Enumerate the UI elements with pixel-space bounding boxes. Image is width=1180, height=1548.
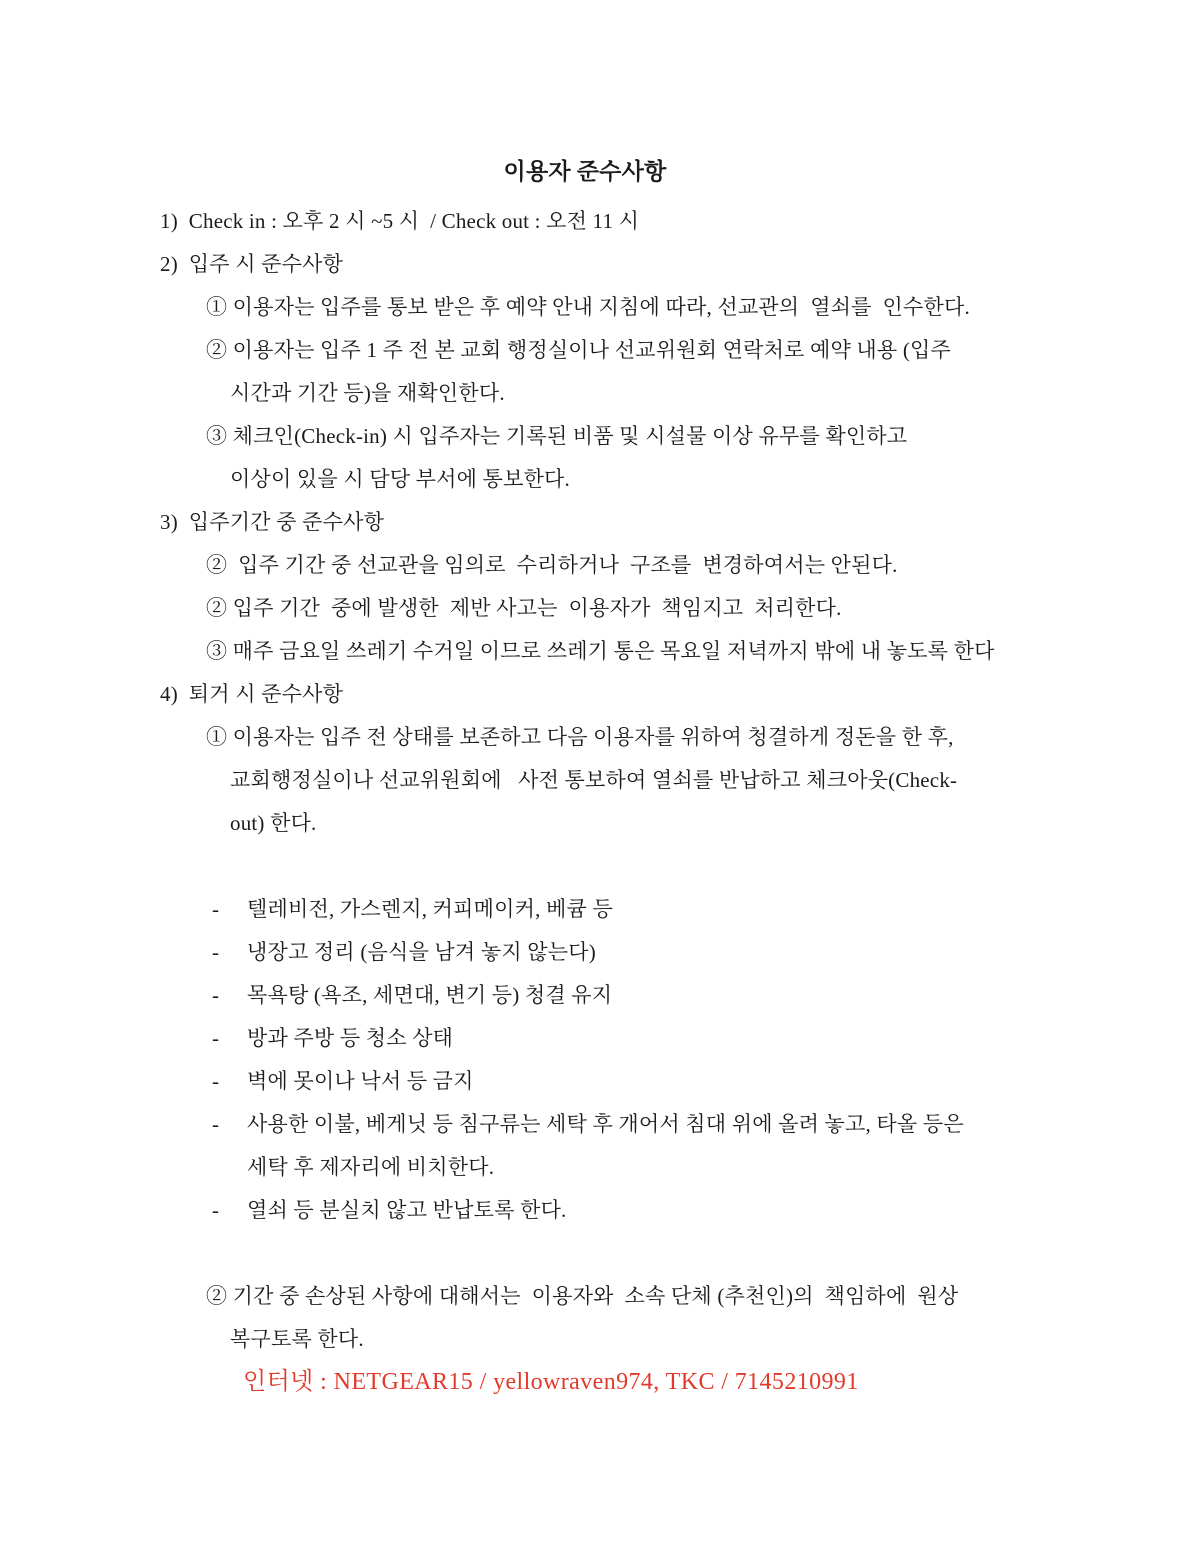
dash-bullet: - — [212, 897, 220, 921]
document-line: ② 기간 중 손상된 사항에 대해서는 이용자와 소속 단체 (추천인)의 책임하에 원상 — [206, 1284, 959, 1308]
dash-bullet: - — [212, 1198, 220, 1222]
document-line: 4) 퇴거 시 준수사항 — [160, 682, 344, 706]
dash-text: 텔레비전, 가스렌지, 커피메이커, 베큠 등 — [247, 897, 613, 921]
document-line: ③ 체크인(Check-in) 시 입주자는 기록된 비품 및 시설물 이상 유무를 확인하고 — [206, 424, 908, 448]
document-line: 2) 입주 시 준수사항 — [160, 252, 344, 276]
dash-bullet: - — [212, 1069, 220, 1093]
document-line: 3) 입주기간 중 준수사항 — [160, 510, 385, 534]
document-line — [212, 1189, 1180, 1232]
document-line: 복구토록 한다. — [230, 1327, 364, 1351]
document-line: 세탁 후 제자리에 비치한다. — [247, 1155, 495, 1179]
dash-bullet: - — [212, 983, 220, 1007]
document-line — [212, 931, 1180, 974]
document-line: 교회행정실이나 선교위원회에 사전 통보하여 열쇠를 반납하고 체크아웃(Check- — [230, 768, 958, 792]
document-line: 1) Check in : 오후 2 시 ~5 시 / Check out : 오전 11 시 — [160, 209, 640, 233]
document-line — [212, 974, 1180, 1017]
dash-bullet: - — [212, 940, 220, 964]
blank-line — [0, 1232, 1180, 1275]
document-line: out) 한다. — [230, 811, 317, 835]
document-line: ① 이용자는 입주 전 상태를 보존하고 다음 이용자를 위하여 청결하게 정돈을 한 후, — [206, 725, 954, 749]
document-line: 이상이 있을 시 담당 부서에 통보한다. — [230, 467, 570, 491]
document-line: ③ 매주 금요일 쓰레기 수거일 이므로 쓰레기 통은 목요일 저녁까지 밖에 내 놓도록 한다 — [206, 639, 995, 663]
dash-bullet: - — [212, 1026, 220, 1050]
blank-line — [0, 845, 1180, 888]
dash-text: 냉장고 정리 (음식을 남겨 놓지 않는다) — [247, 940, 596, 964]
dash-text: 방과 주방 등 청소 상태 — [247, 1026, 454, 1050]
document-line: ② 입주 기간 중 선교관을 임의로 수리하거나 구조를 변경하여서는 안된다. — [206, 553, 898, 577]
document-line: ② 입주 기간 중에 발생한 제반 사고는 이용자가 책임지고 처리한다. — [206, 596, 842, 620]
dash-text: 열쇠 등 분실치 않고 반납토록 한다. — [247, 1198, 567, 1222]
document-line: 시간과 기간 등)을 재확인한다. — [230, 381, 505, 405]
dash-text: 사용한 이불, 베게닛 등 침구류는 세탁 후 개어서 침대 위에 올려 놓고, 타올 등은 — [247, 1112, 964, 1136]
internet-credentials-line: 인터넷 : NETGEAR15 / yellowraven974, TKC / 7145210991 — [243, 1369, 859, 1395]
document-line — [212, 1060, 1180, 1103]
document-line — [212, 1103, 1180, 1146]
document-title: 이용자 준수사항 — [503, 159, 667, 184]
document-line: ② 이용자는 입주 1 주 전 본 교회 행정실이나 선교위원회 연락처로 예약 내용 (입주 — [206, 338, 952, 362]
dash-bullet: - — [212, 1112, 220, 1136]
dash-text: 벽에 못이나 낙서 등 금지 — [247, 1069, 474, 1093]
document-line — [212, 1017, 1180, 1060]
document-line — [212, 888, 1180, 931]
document-line: ① 이용자는 입주를 통보 받은 후 예약 안내 지침에 따라, 선교관의 열쇠를 인수한다. — [206, 295, 970, 319]
dash-text: 목욕탕 (욕조, 세면대, 변기 등) 청결 유지 — [247, 983, 613, 1007]
